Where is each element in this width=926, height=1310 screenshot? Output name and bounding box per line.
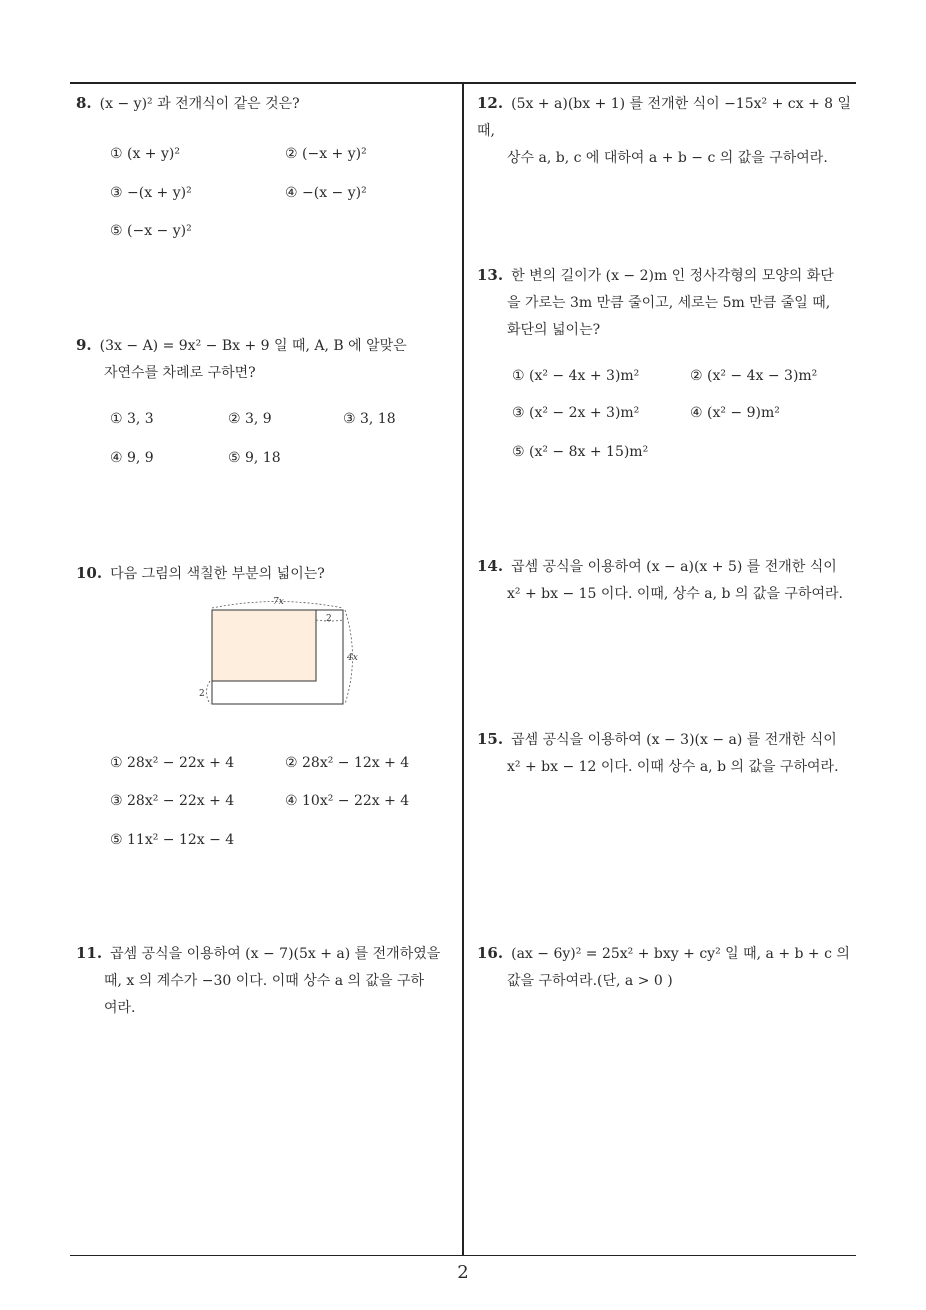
option-5[interactable]: ⑤ (−x − y)² <box>110 223 192 239</box>
option-4[interactable]: ④ 9, 9 <box>110 450 154 466</box>
option-2[interactable]: ② (x² − 4x − 3)m² <box>690 368 818 384</box>
question-number: 13. <box>477 266 504 284</box>
question-number: 10. <box>76 564 103 582</box>
option-2[interactable]: ② (−x + y)² <box>285 146 367 162</box>
label-right: 4x <box>347 653 358 663</box>
option-1[interactable]: ① 3, 3 <box>110 411 154 427</box>
question-text-line2: 을 가로는 3m 만큼 줄이고, 세로는 5m 만큼 줄일 때, <box>507 295 831 311</box>
column-divider <box>462 82 464 1256</box>
option-5[interactable]: ⑤ 11x² − 12x − 4 <box>110 832 235 848</box>
page-number: 2 <box>457 1262 469 1283</box>
question-text-line1: (3x − A) = 9x² − Bx + 9 일 때, A, B 에 알맞은 <box>99 338 407 354</box>
question-text-line1: 한 변의 길이가 (x − 2)m 인 정사각형의 모양의 화단 <box>511 268 834 284</box>
question-text: 다음 그림의 색칠한 부분의 넓이는? <box>110 566 325 582</box>
question-15 <box>477 726 862 781</box>
question-number: 14. <box>477 557 504 575</box>
question-number: 15. <box>477 730 504 748</box>
question-12 <box>477 90 862 172</box>
left-dimension-arc <box>207 681 211 704</box>
question-text-line1: (ax − 6y)² = 25x² + bxy + cy² 일 때, a + b + c 의 <box>511 946 850 962</box>
question-text-line1: (5x + a)(bx + 1) 를 전개한 식이 −15x² + cx + 8 일 때, <box>477 96 852 139</box>
area-figure <box>195 590 365 715</box>
option-1[interactable]: ① (x + y)² <box>110 146 180 162</box>
option-2[interactable]: ② 28x² − 12x + 4 <box>285 755 410 771</box>
option-3[interactable]: ③ −(x + y)² <box>110 185 192 201</box>
question-text-line2: 때, x 의 계수가 −30 이다. 이때 상수 a 의 값을 구하 <box>104 973 425 989</box>
question-number: 8. <box>76 94 92 112</box>
label-left: 2 <box>199 689 205 699</box>
question-text-line2: 값을 구하여라.(단, a > 0 ) <box>507 973 673 989</box>
question-11 <box>76 940 460 1022</box>
option-1[interactable]: ① (x² − 4x + 3)m² <box>512 368 640 384</box>
question-text-line2: 상수 a, b, c 에 대하여 a + b − c 의 값을 구하여라. <box>507 150 828 166</box>
option-4[interactable]: ④ 10x² − 22x + 4 <box>285 793 410 809</box>
option-2[interactable]: ② 3, 9 <box>228 411 272 427</box>
question-text-line1: 곱셈 공식을 이용하여 (x − 3)(x − a) 를 전개한 식이 <box>511 732 837 748</box>
label-small: 2 <box>326 614 332 624</box>
question-text-line2: x² + bx − 12 이다. 이때 상수 a, b 의 값을 구하여라. <box>507 759 839 775</box>
option-3[interactable]: ③ 3, 18 <box>343 411 396 427</box>
option-3[interactable]: ③ 28x² − 22x + 4 <box>110 793 235 809</box>
question-text-line3: 화단의 넓이는? <box>507 322 601 338</box>
question-14 <box>477 553 862 608</box>
option-4[interactable]: ④ (x² − 9)m² <box>690 405 780 421</box>
question-text-line1: 곱셈 공식을 이용하여 (x − 7)(5x + a) 를 전개하였을 <box>110 946 441 962</box>
question-13 <box>477 262 862 344</box>
label-top: 7x <box>273 597 284 607</box>
question-16 <box>477 940 862 995</box>
option-4[interactable]: ④ −(x − y)² <box>285 185 367 201</box>
question-text: (x − y)² 과 전개식이 같은 것은? <box>99 96 300 112</box>
question-number: 9. <box>76 336 92 354</box>
question-9 <box>76 332 456 387</box>
shaded-region <box>212 610 316 681</box>
bottom-rule <box>70 1255 856 1256</box>
question-text-line1: 곱셈 공식을 이용하여 (x − a)(x + 5) 를 전개한 식이 <box>511 559 837 575</box>
option-5[interactable]: ⑤ (x² − 8x + 15)m² <box>512 444 649 460</box>
question-text-line2: x² + bx − 15 이다. 이때, 상수 a, b 의 값을 구하여라. <box>507 586 843 602</box>
option-5[interactable]: ⑤ 9, 18 <box>228 450 281 466</box>
option-3[interactable]: ③ (x² − 2x + 3)m² <box>512 405 640 421</box>
question-text-line3: 여라. <box>104 1000 136 1016</box>
option-1[interactable]: ① 28x² − 22x + 4 <box>110 755 235 771</box>
question-10 <box>76 560 456 588</box>
question-number: 11. <box>76 944 103 962</box>
question-text-line2: 자연수를 차례로 구하면? <box>104 365 256 381</box>
question-number: 16. <box>477 944 504 962</box>
question-8 <box>76 90 456 118</box>
question-number: 12. <box>477 94 504 112</box>
